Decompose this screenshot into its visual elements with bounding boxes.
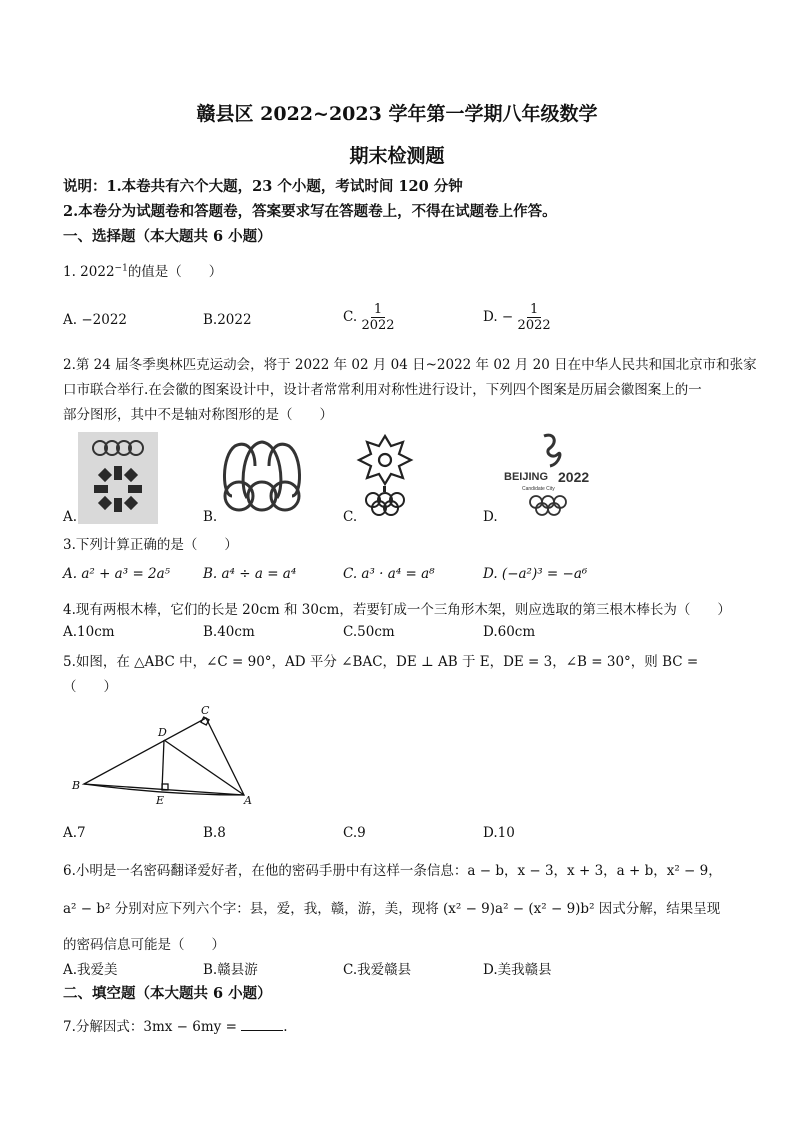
q2-option-a: A. bbox=[63, 509, 78, 525]
fraction-numerator: 1 bbox=[527, 302, 541, 318]
q4-option-d: D.60cm bbox=[483, 624, 536, 640]
q5-option-d: D.10 bbox=[483, 825, 515, 841]
q1-option-c-label: C. bbox=[343, 309, 358, 325]
q2-logo-a-image bbox=[78, 432, 158, 524]
section-heading-choice: 一、选择题（本大题共 6 小题） bbox=[63, 228, 272, 245]
label-b: B bbox=[72, 779, 81, 792]
q1-base: 1. 2022 bbox=[63, 264, 115, 280]
logo-d-text-beijing: BEIJING bbox=[504, 471, 549, 483]
instruction-line-2: 2.本卷分为试题卷和答题卷，答案要求写在答题卷上，不得在试题卷上作答。 bbox=[63, 203, 557, 220]
q1-option-c-fraction bbox=[361, 302, 394, 333]
label-a: A bbox=[244, 794, 252, 807]
q1-exponent: −1 bbox=[114, 263, 128, 274]
question-4-stem: 4.现有两根木棒，它们的长是 20cm 和 30cm，若要钉成一个三角形木架，则应选取的第三根木棒长为（ ） bbox=[63, 602, 731, 618]
question-2-line-2: 口市联合举行.在会徽的图案设计中，设计者常常利用对称性进行设计，下列四个图案是历届会徽图案上的一 bbox=[63, 382, 702, 398]
q3-option-c: C. a³ · a⁴ = a⁸ bbox=[343, 566, 435, 582]
q5-triangle-figure bbox=[66, 700, 266, 812]
q1-option-b: B.2022 bbox=[203, 312, 252, 328]
question-1-stem bbox=[63, 260, 222, 280]
q7-answer-blank bbox=[241, 1030, 283, 1031]
q1-option-d bbox=[483, 302, 551, 333]
q1-option-c bbox=[343, 302, 395, 333]
q7-period: . bbox=[283, 1019, 288, 1035]
q7-text: 7.分解因式：3mx − 6my = bbox=[63, 1019, 237, 1035]
right-angle-c bbox=[201, 717, 209, 725]
q2-option-c: C. bbox=[343, 509, 358, 525]
q5-option-c: C.9 bbox=[343, 825, 366, 841]
q3-option-a: A. a² + a³ = 2a⁵ bbox=[63, 566, 171, 582]
fraction-denominator: 2022 bbox=[361, 318, 395, 333]
question-6-line-2: a² − b² 分别对应下列六个字：县，爱，我，赣，游，美，现将 (x² − 9)a² − (x² − 9)b² 因式分解，结果呈现 bbox=[63, 901, 721, 917]
question-2-line-3: 部分图形，其中不是轴对称图形的是（ ） bbox=[63, 407, 333, 423]
instruction-line-1: 说明：1.本卷共有六个大题，23 个小题，考试时间 120 分钟 bbox=[63, 178, 463, 195]
label-d: D bbox=[158, 726, 167, 739]
q3-option-d: D. (−a²)³ = −a⁶ bbox=[483, 566, 588, 582]
q4-option-a: A.10cm bbox=[63, 624, 115, 640]
question-5-line-2: （ ） bbox=[63, 679, 117, 695]
q6-option-b: B.赣县游 bbox=[203, 962, 258, 978]
q4-option-b: B.40cm bbox=[203, 624, 255, 640]
logo-d-text-2022: 2022 bbox=[558, 469, 590, 485]
q4-option-c: C.50cm bbox=[343, 624, 395, 640]
q2-logo-d-image bbox=[500, 430, 600, 520]
section-heading-fill: 二、填空题（本大题共 6 小题） bbox=[63, 985, 272, 1002]
q1-option-a: A. −2022 bbox=[63, 312, 127, 328]
question-6-line-1: 6.小明是一名密码翻译爱好者，在他的密码手册中有这样一条信息：a − b，x − 3，x + 3，a + b，x² − 9， bbox=[63, 863, 722, 879]
label-c: C bbox=[201, 704, 210, 717]
q2-logo-b-image bbox=[217, 436, 307, 518]
q6-option-d: D.美我赣县 bbox=[483, 962, 552, 978]
q3-option-b: B. a⁴ ÷ a = a⁴ bbox=[203, 566, 297, 582]
question-5-line-1: 5.如图，在 △ABC 中，∠C = 90°，AD 平分 ∠BAC，DE ⊥ AB 于 E，DE = 3，∠B = 30°，则 BC = bbox=[63, 654, 699, 670]
q2-option-d: D. bbox=[483, 509, 498, 525]
q1-option-d-label: D. − bbox=[483, 309, 514, 325]
logo-d-text-candidate: Candidate City bbox=[522, 486, 555, 492]
question-3-stem: 3.下列计算正确的是（ ） bbox=[63, 537, 238, 553]
q1-tail: 的值是（ ） bbox=[127, 264, 223, 280]
q6-option-a: A.我爱美 bbox=[63, 962, 118, 978]
q5-option-a: A.7 bbox=[63, 825, 86, 841]
fraction-numerator: 1 bbox=[371, 302, 385, 318]
page-subtitle: 期末检测题 bbox=[349, 145, 445, 167]
page-title: 赣县区 2022~2023 学年第一学期八年级数学 bbox=[196, 103, 598, 125]
q1-option-d-fraction bbox=[518, 302, 551, 333]
label-e: E bbox=[156, 794, 165, 807]
fraction-denominator: 2022 bbox=[517, 318, 551, 333]
bisector-ad bbox=[164, 740, 244, 795]
question-6-line-3: 的密码信息可能是（ ） bbox=[63, 937, 225, 953]
question-2-line-1: 2.第 24 届冬季奥林匹克运动会，将于 2022 年 02 月 04 日~2022 年 02 月 20 日在中华人民共和国北京市和张家 bbox=[63, 357, 757, 373]
q2-logo-c-image bbox=[355, 432, 415, 520]
q6-option-c: C.我爱赣县 bbox=[343, 962, 412, 978]
q2-option-b: B. bbox=[203, 509, 218, 525]
perpendicular-de bbox=[162, 740, 164, 790]
q5-option-b: B.8 bbox=[203, 825, 226, 841]
question-7-stem bbox=[63, 1015, 288, 1035]
